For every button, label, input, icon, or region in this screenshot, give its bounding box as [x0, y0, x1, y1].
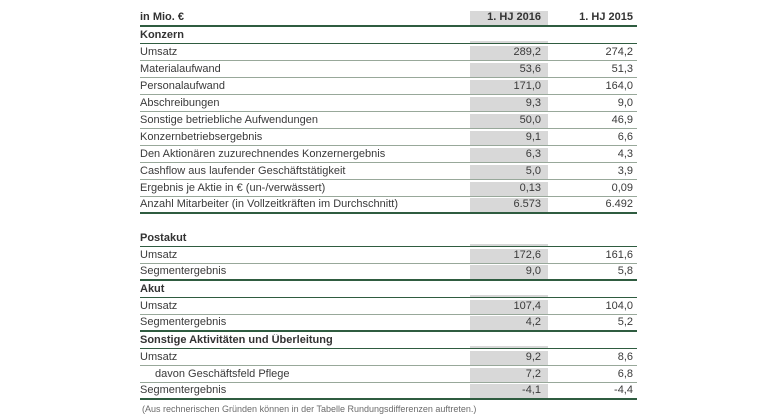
row-label-indented: davon Geschäftsfeld Pflege — [155, 368, 290, 380]
value-2015: 8,6 — [617, 351, 633, 363]
value-2015: 6,6 — [617, 131, 633, 143]
table-row — [140, 129, 637, 146]
column-header-hj2016: 1. HJ 2016 — [470, 11, 548, 25]
row-label: Umsatz — [140, 249, 178, 261]
section-title-row-konzern — [140, 27, 637, 44]
table-row — [140, 78, 637, 95]
value-2016: 107,4 — [470, 300, 548, 314]
value-2016: -4,1 — [470, 384, 548, 398]
column-header-hj2015: 1. HJ 2015 — [579, 11, 633, 23]
table-row — [140, 163, 637, 180]
section-gap — [140, 214, 637, 230]
table-header-row — [140, 6, 637, 27]
table-row — [140, 315, 637, 332]
value-2015: 5,2 — [617, 316, 633, 328]
row-label: Segmentergebnis — [140, 265, 227, 277]
table-row — [140, 146, 637, 163]
value-2015: 104,0 — [605, 300, 633, 312]
table-row — [140, 180, 637, 197]
value-2015: 51,3 — [611, 63, 633, 75]
value-2016: 6,3 — [470, 148, 548, 162]
value-2016: 9,0 — [470, 265, 548, 279]
row-label: Segmentergebnis — [140, 316, 227, 328]
value-2016: 172,6 — [470, 249, 548, 263]
value-2015: 0,09 — [611, 182, 633, 194]
row-label: Abschreibungen — [140, 97, 220, 109]
value-2016: 53,6 — [470, 63, 548, 77]
row-label: Segmentergebnis — [140, 384, 227, 396]
table-row — [140, 197, 637, 214]
row-label: Sonstige betriebliche Aufwendungen — [140, 114, 318, 126]
value-2016: 171,0 — [470, 80, 548, 94]
value-2015: 4,3 — [617, 148, 633, 160]
table-row — [140, 383, 637, 400]
row-label: Konzernbetriebsergebnis — [140, 131, 263, 143]
table-row — [140, 112, 637, 129]
section-title: Postakut — [140, 232, 187, 244]
row-label: Materialaufwand — [140, 63, 221, 75]
row-label: Personalaufwand — [140, 80, 226, 92]
table-row — [140, 264, 637, 281]
row-label: Ergebnis je Aktie in € (un-/verwässert) — [140, 182, 326, 194]
value-2015: 6,8 — [617, 368, 633, 380]
financial-table — [140, 6, 637, 400]
value-2015: 3,9 — [617, 165, 633, 177]
value-2016: 7,2 — [470, 368, 548, 382]
value-2015: 274,2 — [605, 46, 633, 58]
value-2015: 5,8 — [617, 265, 633, 277]
value-2015: 161,6 — [605, 249, 633, 261]
table-row — [140, 366, 637, 383]
row-label: Cashflow aus laufender Geschäftstätigkeit — [140, 165, 346, 177]
section-title: Akut — [140, 283, 165, 295]
empty-cell — [470, 244, 548, 246]
row-label: Anzahl Mitarbeiter (in Vollzeitkräften im Durchschnitt) — [140, 198, 398, 210]
value-2015: 6.492 — [605, 198, 633, 210]
empty-cell — [470, 346, 548, 348]
empty-cell — [548, 346, 637, 348]
value-2016: 9,2 — [470, 351, 548, 365]
value-2016: 5,0 — [470, 165, 548, 179]
row-label: Den Aktionären zuzurechnendes Konzernergebnis — [140, 148, 386, 160]
section-title-row-sonstige — [140, 332, 637, 349]
empty-cell — [548, 244, 637, 246]
value-2016: 9,1 — [470, 131, 548, 145]
value-2015: 9,0 — [617, 97, 633, 109]
row-label: Umsatz — [140, 351, 178, 363]
value-2016: 50,0 — [470, 114, 548, 128]
value-2015: 164,0 — [605, 80, 633, 92]
section-title-row-postakut — [140, 230, 637, 247]
value-2016: 0,13 — [470, 182, 548, 196]
value-2015: -4,4 — [614, 384, 633, 396]
table-row — [140, 95, 637, 112]
table-row — [140, 44, 637, 61]
value-2016: 6.573 — [470, 198, 548, 212]
table-row — [140, 247, 637, 264]
empty-cell — [470, 41, 548, 43]
section-title: Konzern — [140, 29, 184, 41]
row-label: Umsatz — [140, 300, 178, 312]
table-row — [140, 349, 637, 366]
row-label: Umsatz — [140, 46, 178, 58]
value-2016: 289,2 — [470, 46, 548, 60]
empty-cell — [548, 41, 637, 43]
unit-header: in Mio. € — [140, 11, 184, 23]
table-row — [140, 61, 637, 78]
value-2016: 4,2 — [470, 316, 548, 330]
empty-cell — [470, 295, 548, 297]
value-2015: 46,9 — [611, 114, 633, 126]
section-title: Sonstige Aktivitäten und Überleitung — [140, 334, 333, 346]
table-row — [140, 298, 637, 315]
value-2016: 9,3 — [470, 97, 548, 111]
empty-cell — [548, 295, 637, 297]
section-title-row-akut — [140, 281, 637, 298]
table-footnote: (Aus rechnerischen Gründen können in der Tabelle Rundungsdifferenzen auftreten.) — [142, 404, 477, 414]
